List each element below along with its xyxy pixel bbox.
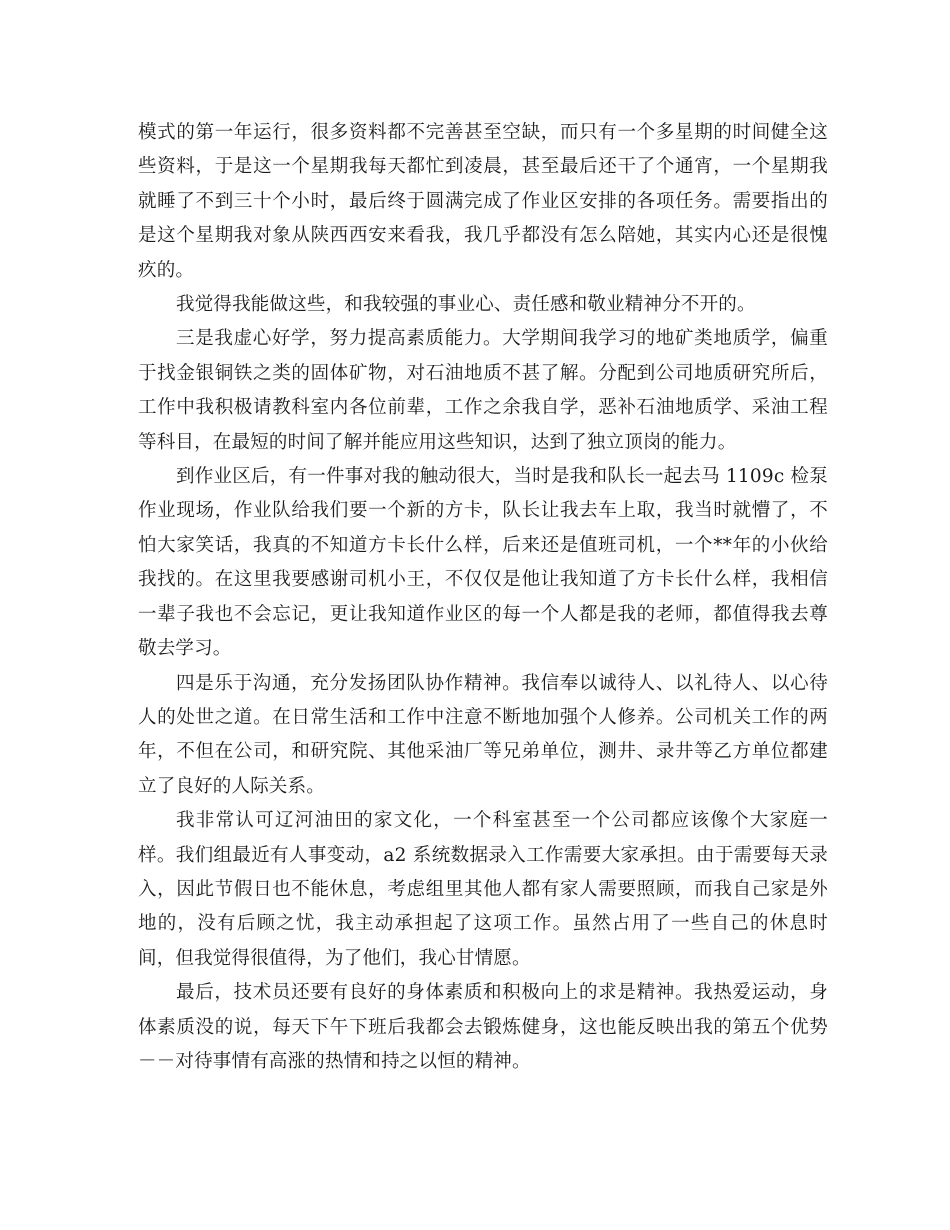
document-body: [138, 116, 828, 1079]
paragraph-finally: 最后，技术员还要有良好的身体素质和积极向上的求是精神。我热爱运动，身体素质没的说，每天下午下班后我都会去锻炼健身，这也能反映出我的第五个优势－－对待事情有高涨的热情和持之以恒的精神。: [138, 982, 828, 1072]
paragraph-learning: 三是我虚心好学，努力提高素质能力。大学期间我学习的地矿类地质学，偏重于找金银铜铁之类的固体矿物，对石油地质不甚了解。分配到公司地质研究所后，工作中我积极请教科室内各位前辈，工作之余我自学，恶补石油地质学、采油工程等科目，在最短的时间了解并能应用这些知识，达到了独立顶岗的能力。: [138, 328, 828, 453]
paragraph-continuation: 模式的第一年运行，很多资料都不完善甚至空缺，而只有一个多星期的时间健全这些资料，于是这一个星期我每天都忙到凌晨，甚至最后还干了个通宵，一个星期我就睡了不到三十个小时，最后终于圆满完成了作业区安排的各项任务。需要指出的是这个星期我对象从陕西西安来看我，我几乎都没有怎么陪她，其实内心还是很愧疚的。: [138, 122, 828, 281]
paragraph-communication: 四是乐于沟通，充分发扬团队协作精神。我信奉以诚待人、以礼待人、以心待人的处世之道。在日常生活和工作中注意不断地加强个人修养。公司机关工作的两年，不但在公司，和研究院、其他采油厂等兄弟单位，测井、录井等乙方单位都建立了良好的人际关系。: [138, 672, 828, 797]
paragraph-anecdote: 到作业区后，有一件事对我的触动很大，当时是我和队长一起去马 1109c 检泵作业现场，作业队给我们要一个新的方卡，队长让我去车上取，我当时就懵了，不怕大家笑话，我真的不知道方卡长什么样，后来还是值班司机，一个**年的小伙给我找的。在这里我要感谢司机小王，不仅仅是他让我知道了方卡长什么样，我相信一辈子我也不会忘记，更让我知道作业区的每一个人都是我的老师，都值得我去尊敬去学习。: [138, 466, 828, 660]
paragraph-commitment: 我觉得我能做这些，和我较强的事业心、责任感和敬业精神分不开的。: [176, 294, 756, 316]
paragraph-family-culture: 我非常认可辽河油田的家文化，一个科室甚至一个公司都应该像个大家庭一样。我们组最近有人事变动，a2 系统数据录入工作需要大家承担。由于需要每天录入，因此节假日也不能休息，考虑组里其他人都有家人需要照顾，而我自己家是外地的，没有后顾之忧，我主动承担起了这项工作。虽然占用了一些自己的休息时间，但我觉得很值得，为了他们，我心甘情愿。: [138, 810, 828, 969]
